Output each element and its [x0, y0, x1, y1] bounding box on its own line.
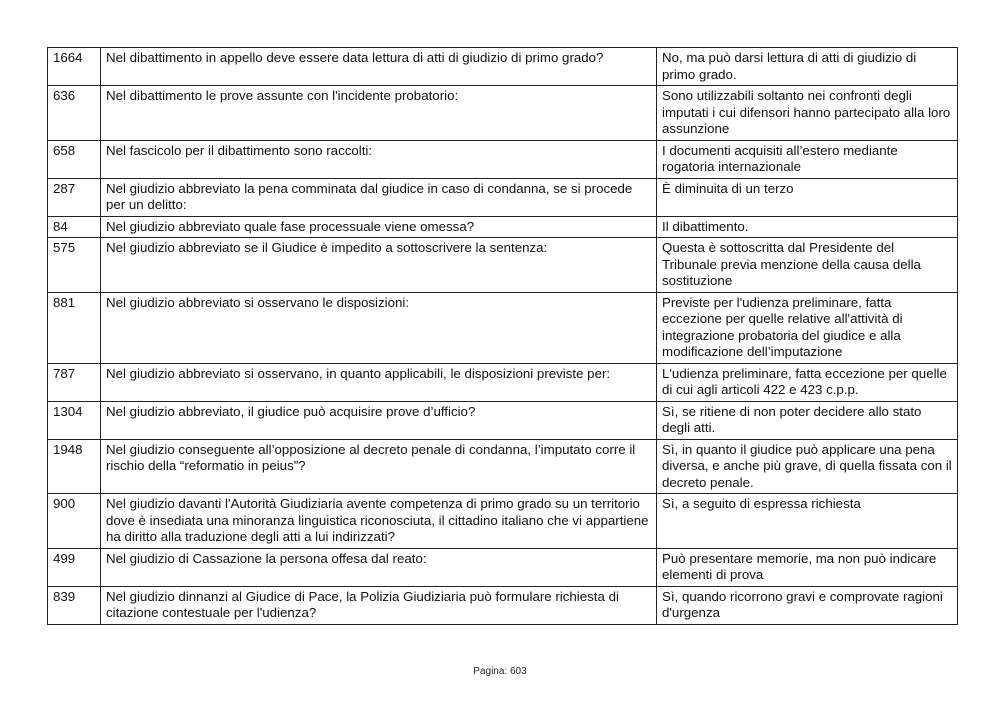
answer-text: Questa è sottoscritta dal Presidente del Tribunale previa menzione della causa della sostituzione [657, 238, 958, 293]
question-number: 575 [48, 238, 101, 293]
answer-text: Sì, quando ricorrono gravi e comprovate ragioni d'urgenza [657, 586, 958, 624]
table-row [48, 178, 958, 216]
question-number: 1304 [48, 401, 101, 439]
question-text: Nel giudizio abbreviato quale fase processuale viene omessa? [101, 216, 657, 238]
answer-text: Sì, in quanto il giudice può applicare una pena diversa, e anche più grave, di quella fissata con il decreto penale. [657, 439, 958, 494]
table-row [48, 439, 958, 494]
answer-text: I documenti acquisiti all’estero mediante rogatoria internazionale [657, 140, 958, 178]
table-row [48, 401, 958, 439]
table-row [48, 292, 958, 363]
answer-text: È diminuita di un terzo [657, 178, 958, 216]
answer-text: Sì, a seguito di espressa richiesta [657, 494, 958, 549]
question-text: Nel dibattimento le prove assunte con l'incidente probatorio: [101, 86, 657, 141]
question-number: 881 [48, 292, 101, 363]
question-number: 636 [48, 86, 101, 141]
question-number: 900 [48, 494, 101, 549]
table-row [48, 86, 958, 141]
question-number: 287 [48, 178, 101, 216]
question-number: 839 [48, 586, 101, 624]
question-text: Nel giudizio abbreviato, il giudice può acquisire prove d’ufficio? [101, 401, 657, 439]
question-text: Nel giudizio abbreviato si osservano le disposizioni: [101, 292, 657, 363]
table-row [48, 216, 958, 238]
table-row [48, 48, 958, 86]
answer-text: Sì, se ritiene di non poter decidere allo stato degli atti. [657, 401, 958, 439]
question-number: 658 [48, 140, 101, 178]
answer-text: Può presentare memorie, ma non può indicare elementi di prova [657, 548, 958, 586]
answer-text: Previste per l'udienza preliminare, fatta eccezione per quelle relative all'attività di integrazione probatoria del giudice e alla modificazione dell’imputazione [657, 292, 958, 363]
question-text: Nel fascicolo per il dibattimento sono raccolti: [101, 140, 657, 178]
answer-text: Il dibattimento. [657, 216, 958, 238]
qa-table-body [48, 48, 958, 625]
answer-text: Sono utilizzabili soltanto nei confronti degli imputati i cui difensori hanno partecipato alla loro assunzione [657, 86, 958, 141]
answer-text: L'udienza preliminare, fatta eccezione per quelle di cui agli articoli 422 e 423 c.p.p. [657, 363, 958, 401]
qa-table [47, 47, 958, 625]
table-row [48, 140, 958, 178]
question-number: 499 [48, 548, 101, 586]
question-text: Nel giudizio davanti l'Autorità Giudiziaria avente competenza di primo grado su un territorio dove è insediata una minoranza linguistica riconosciuta, il cittadino italiano che vi appartiene ha diritto alla traduzione degli atti a lui indirizzati? [101, 494, 657, 549]
question-text: Nel giudizio conseguente all’opposizione al decreto penale di condanna, l’imputato corre il rischio della “reformatio in peius”? [101, 439, 657, 494]
question-text: Nel giudizio abbreviato la pena comminata dal giudice in caso di condanna, se si procede per un delitto: [101, 178, 657, 216]
answer-text: No, ma può darsi lettura di atti di giudizio di primo grado. [657, 48, 958, 86]
page-number: Pagina: 603 [473, 666, 527, 677]
question-text: Nel giudizio abbreviato se il Giudice è impedito a sottoscrivere la sentenza: [101, 238, 657, 293]
table-row [48, 238, 958, 293]
question-text: Nel giudizio di Cassazione la persona offesa dal reato: [101, 548, 657, 586]
question-number: 787 [48, 363, 101, 401]
table-row [48, 586, 958, 624]
question-number: 84 [48, 216, 101, 238]
table-row [48, 363, 958, 401]
question-text: Nel dibattimento in appello deve essere data lettura di atti di giudizio di primo grado? [101, 48, 657, 86]
question-text: Nel giudizio abbreviato si osservano, in quanto applicabili, le disposizioni previste per: [101, 363, 657, 401]
question-text: Nel giudizio dinnanzi al Giudice di Pace, la Polizia Giudiziaria può formulare richiesta di citazione contestuale per l'udienza? [101, 586, 657, 624]
question-number: 1664 [48, 48, 101, 86]
table-row [48, 548, 958, 586]
question-number: 1948 [48, 439, 101, 494]
table-row [48, 494, 958, 549]
page-footer [0, 666, 1000, 677]
